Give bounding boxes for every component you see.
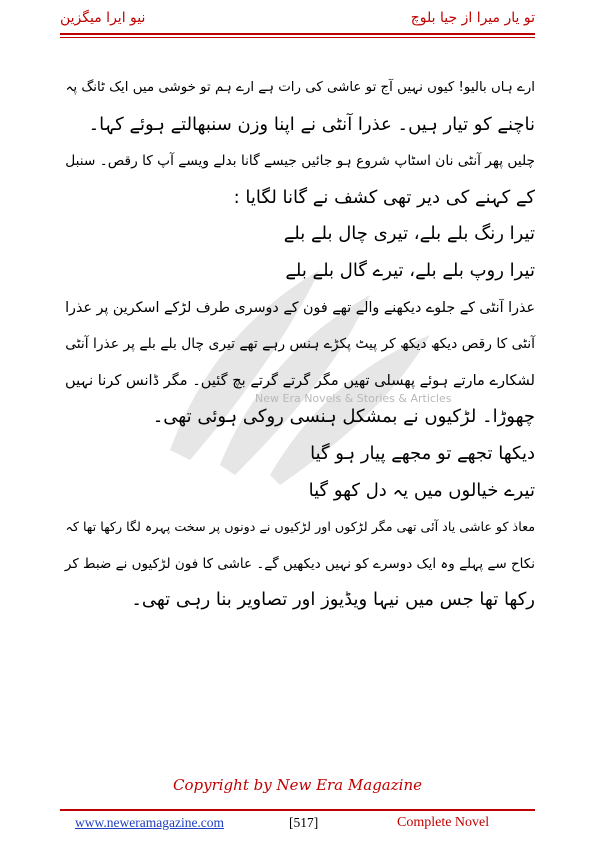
text-line: عذرا آنٹی کے جلوے دیکھنے والے تھے فون کے دوسری طرف لڑکے اسکرین پر عذرا — [65, 299, 535, 316]
page-number: [517] — [289, 815, 319, 830]
text-line: نکاح سے پہلے وہ ایک دوسرے کو نہیں دیکھیں گے۔ عاشی کا فون لڑکیوں نے ضبط کر — [64, 555, 535, 572]
text-line: معاذ کو عاشی یاد آئی تھی مگر لڑکوں اور لڑکیوں نے دونوں پر سخت پہرہ لگا رکھا تھا کہ — [65, 519, 535, 535]
article-body — [60, 70, 535, 619]
category-label: Complete Novel — [397, 815, 490, 830]
website-link[interactable]: www.neweramagazine.com — [75, 815, 225, 830]
text-line: رکھا تھا جس میں نیہا ویڈیوز اور تصاویر بنا رہی تھی۔ — [131, 589, 535, 611]
copyright-notice: Copyright by New Era Magazine — [173, 776, 422, 794]
verse-line: دیکھا تجھے تو مجھے پیار ہو گیا — [310, 442, 535, 464]
text-line: کے کہنے کی دیر تھی کشف نے گانا لگایا : — [233, 186, 535, 208]
text-line: چلیں پھر آنٹی نان اسٹاپ شروع ہو جائیں جیسے گانا بدلے ویسے آپ کا رقص۔ سنبل — [65, 153, 535, 170]
text-line: لشکارے مارتے ہوئے پھسلی تھیں مگر گرتے گرتے بچ گئیں۔ مگر ڈانس کرنا نہیں — [65, 371, 535, 389]
header-novel-title: تو یار میرا از جیا بلوچ — [410, 10, 535, 26]
footer-rule — [60, 809, 535, 811]
text-line: آنٹی کا رقص دیکھ دیکھ کر پیٹ پکڑے ہنس رہے تھے تیری چال بلے بلے پر عذرا آنٹی — [65, 336, 535, 353]
watermark-text: New Era Novels & Stories & Articles — [255, 392, 452, 405]
header-rule — [60, 33, 535, 35]
text-line: ارے ہاں بالیو! کیوں نہیں آج تو عاشی کی رات ہے ارے ہم تو خوشی میں ایک ٹانگ پہ — [65, 80, 535, 95]
text-line: ناچنے کو تیار ہیں۔ عذرا آنٹی نے اپنا وزن سنبھالتے ہوئے کہا۔ — [88, 113, 535, 135]
verse-line: تیرے خیالوں میں یہ دل کھو گیا — [308, 479, 535, 501]
header-magazine-name: نیو ایرا میگزین — [60, 10, 146, 26]
text-line: چھوڑا۔ لڑکیوں نے بمشکل ہنسی روکی ہوئی تھی۔ — [152, 406, 535, 428]
header-rule-thin — [60, 37, 535, 38]
verse-line: تیرا روپ بلے بلے، تیرے گال بلے بلے — [285, 259, 535, 281]
verse-line: تیرا رنگ بلے بلے، تیری چال بلے بلے — [283, 223, 535, 245]
